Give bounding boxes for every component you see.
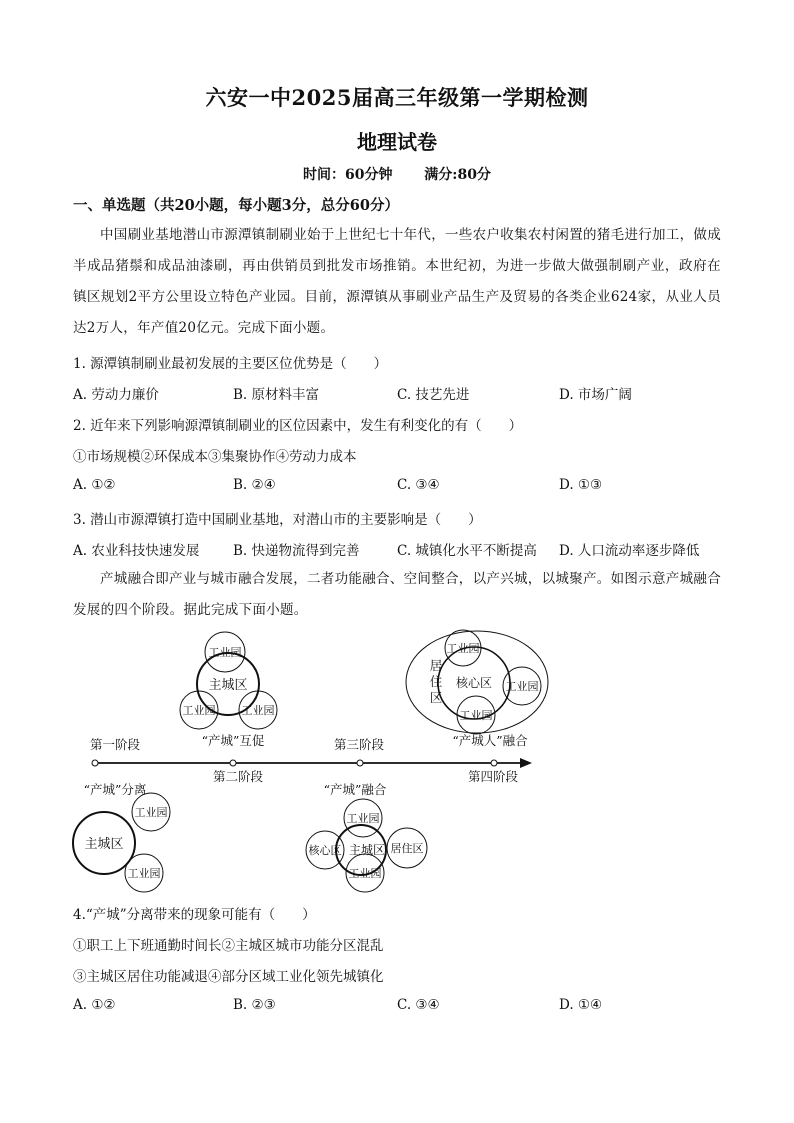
industry-city-stages-diagram: [70, 628, 670, 898]
question-2-stem: 2. 近年来下列影响源潭镇制刷业的区位因素中，发生有利变化的有（ ）: [73, 418, 523, 434]
timeline-node-1: [92, 760, 98, 766]
passage-1: 中国刷业基地潜山市源潭镇制刷业始于上世纪七十年代，一些农户收集农村闲置的猪毛进行加工，做成半成品猪鬃和成品油漆刷，再由供销员到批发市场推销。本世纪初，为进一步做大做强制刷产业，政府在镇区规划2平方公里设立特色产业园。目前，源潭镇从事刷业产品生产及贸易的各类企业624家，从业人员达2万人，年产值20亿元。完成下面小题。: [73, 227, 721, 336]
stage2-park-right-label: 工业园: [241, 704, 275, 717]
q3-option-c[interactable]: C. 城镇化水平不断提高: [397, 543, 537, 559]
q1-option-c[interactable]: C. 技艺先进: [397, 387, 470, 403]
q4-option-b[interactable]: B. ②③: [233, 997, 276, 1013]
question-4-factors-2: ③主城区居住功能减退④部分区域工业化领先城镇化: [73, 969, 384, 985]
question-3-stem: 3. 潜山市源潭镇打造中国刷业基地，对潜山市的主要影响是（ ）: [73, 512, 482, 528]
stage4-residential-char-2: 住: [429, 674, 443, 689]
q4-option-a[interactable]: A. ①②: [73, 997, 116, 1013]
stage3-label: 第三阶段: [333, 737, 385, 752]
stage2-name: “产城”互促: [201, 733, 265, 748]
stage2-park-left-label: 工业园: [182, 704, 216, 717]
q2-option-d[interactable]: D. ①③: [559, 477, 603, 493]
q2-option-c[interactable]: C. ③④: [397, 477, 440, 493]
q3-option-a[interactable]: A. 农业科技快速发展: [73, 543, 200, 559]
exam-score: 满分:80分: [424, 167, 491, 183]
stage4-core-label: 核心区: [455, 676, 493, 690]
q4-option-d[interactable]: D. ①④: [559, 997, 603, 1013]
stage4-park-right-label: 工业园: [505, 680, 539, 693]
q1-option-a[interactable]: A. 劳动力廉价: [73, 387, 159, 403]
exam-info: [0, 164, 794, 184]
stage1-park-top-label: 工业园: [134, 806, 168, 819]
timeline-node-4: [491, 760, 497, 766]
stage2-park-top-label: 工业园: [208, 646, 242, 659]
stage4-name: “产城人”融合: [452, 733, 528, 748]
stage3-core-label: 核心区: [308, 844, 342, 857]
stage1-main-city-label: 主城区: [84, 837, 124, 852]
timeline-node-3: [357, 760, 363, 766]
timeline-arrowhead: [520, 758, 532, 768]
stage1-name: “产城”分离: [83, 782, 147, 797]
q3-option-d[interactable]: D. 人口流动率逐步降低: [559, 543, 700, 559]
stage2-label: 第二阶段: [212, 769, 264, 784]
stage4-park-top-label: 工业园: [446, 642, 480, 655]
exam-time: 时间：60分钟: [303, 167, 393, 183]
q4-option-c[interactable]: C. ③④: [397, 997, 440, 1013]
stage4-residential-char-3: 区: [429, 690, 443, 705]
question-2-factors: ①市场规模②环保成本③集聚协作④劳动力成本: [73, 449, 357, 465]
stage4-residential-char-1: 居: [429, 658, 443, 673]
passage-2: 产城融合即产业与城市融合发展，二者功能融合、空间整合，以产兴城，以城聚产。如图示意产城融合发展的四个阶段。据此完成下面小题。: [73, 571, 721, 618]
q2-option-b[interactable]: B. ②④: [233, 477, 276, 493]
stage1-label: 第一阶段: [89, 737, 141, 752]
question-4-stem: 4.“产城”分离带来的现象可能有（ ）: [73, 907, 316, 923]
q3-option-b[interactable]: B. 快递物流得到完善: [233, 543, 360, 559]
stage4-label: 第四阶段: [467, 769, 519, 784]
stage3-park-top-label: 工业园: [346, 812, 380, 825]
question-4-factors-1: ①职工上下班通勤时间长②主城区城市功能分区混乱: [73, 938, 384, 954]
stage3-park-bottom-label: 工业园: [348, 867, 382, 880]
subject-title: 地理试卷: [357, 130, 437, 154]
q1-option-d[interactable]: D. 市场广阔: [559, 387, 632, 403]
q2-option-a[interactable]: A. ①②: [73, 477, 116, 493]
stage1-park-bottom-label: 工业园: [127, 867, 161, 880]
question-1-stem: 1. 源潭镇制刷业最初发展的主要区位优势是（ ）: [73, 356, 388, 372]
stage3-main-city-label: 主城区: [348, 843, 386, 857]
section-heading: 一、单选题（共20小题，每小题3分，总分60分）: [73, 197, 399, 214]
stage3-name: “产城”融合: [323, 782, 387, 797]
stage3-residential-label: 居住区: [390, 842, 424, 855]
stage4-park-bottom-label: 工业园: [459, 709, 493, 722]
timeline-node-2: [230, 760, 236, 766]
exam-title: 六安一中2025届高三年级第一学期检测: [205, 85, 589, 110]
stage2-main-city-label: 主城区: [208, 678, 248, 693]
q1-option-b[interactable]: B. 原材料丰富: [233, 387, 320, 403]
